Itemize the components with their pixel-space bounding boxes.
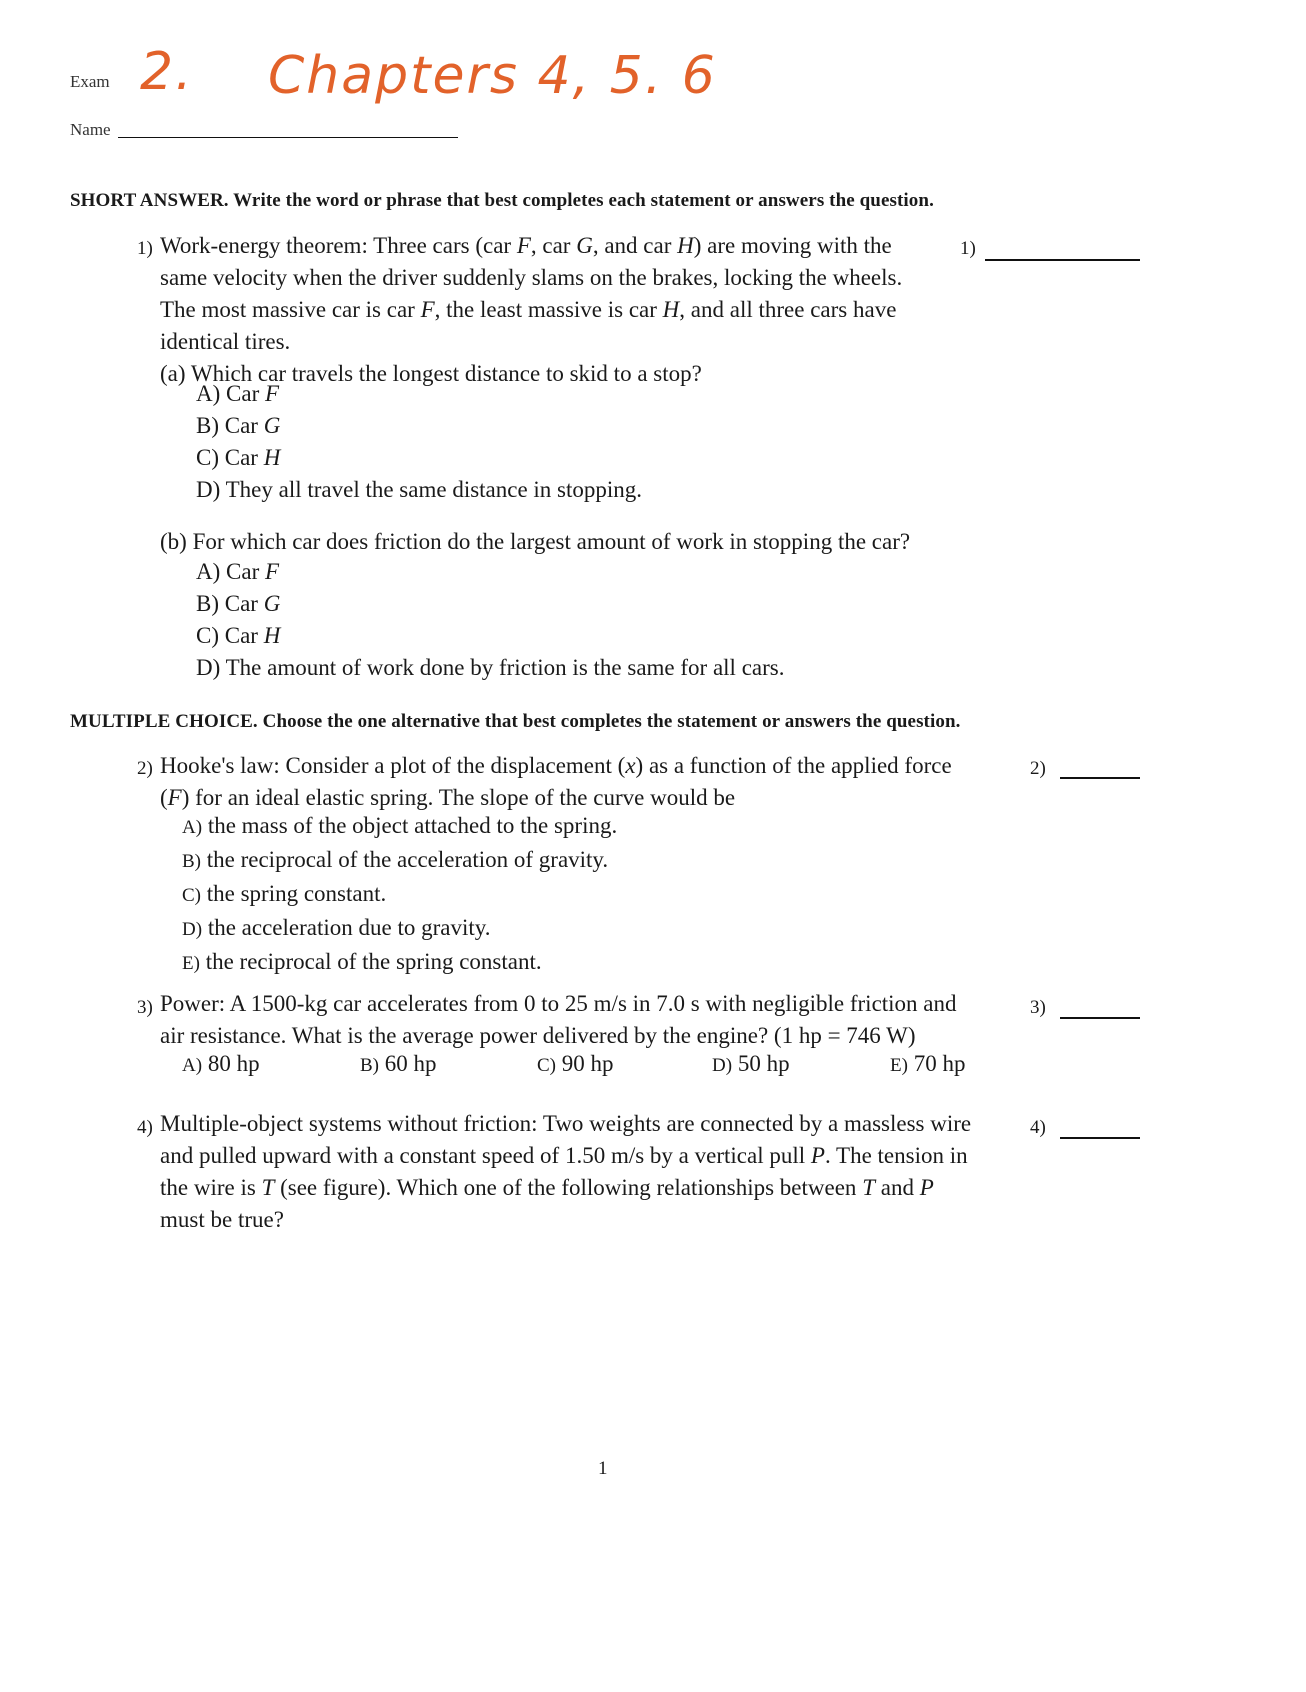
q2-answer-line[interactable] — [1060, 777, 1140, 779]
q2-option-d[interactable]: D) the acceleration due to gravity. — [182, 915, 491, 940]
q4-number: 4) — [137, 1117, 153, 1138]
q1-stem — [160, 230, 902, 390]
handwritten-chapters: Chapters 4, 5. 6 — [268, 46, 717, 106]
q1a-option-c[interactable]: C) Car H — [196, 445, 281, 470]
q3-stem-line2: air resistance. What is the average power delivered by the engine? (1 hp = 746 W) — [160, 1023, 916, 1048]
q3-side-number: 3) — [1030, 997, 1046, 1018]
handwritten-exam-number: 2. — [140, 42, 194, 102]
q2-options — [182, 810, 617, 980]
q1a-option-d[interactable]: D) They all travel the same distance in stopping. — [196, 477, 643, 502]
q1a-option-b[interactable]: B) Car G — [196, 413, 281, 438]
q1a-option-a[interactable]: A) Car F — [196, 381, 280, 406]
q1b-option-c[interactable]: C) Car H — [196, 623, 281, 648]
name-label: Name — [70, 120, 111, 139]
q3-option-a[interactable]: A) 80 hp — [182, 1051, 260, 1076]
q1-number: 1) — [137, 238, 153, 259]
short-answer-heading: SHORT ANSWER. Write the word or phrase that best completes each statement or answers the question. — [70, 190, 934, 211]
q2-side-number: 2) — [1030, 758, 1046, 779]
multiple-choice-heading: MULTIPLE CHOICE. Choose the one alternative that best completes the statement or answers the question. — [70, 711, 961, 732]
q1b-question: (b) For which car does friction do the largest amount of work in stopping the car? — [160, 529, 911, 554]
q4-stem-line4: must be true? — [160, 1207, 284, 1232]
q2-stem-line2: (F) for an ideal elastic spring. The slope of the curve would be — [160, 785, 736, 810]
q4-stem-line2: and pulled upward with a constant speed of 1.50 m/s by a vertical pull P. The tension in — [160, 1143, 968, 1168]
q3-stem-line1: Power: A 1500-kg car accelerates from 0 to 25 m/s in 7.0 s with negligible friction and — [160, 991, 957, 1016]
q2-stem — [160, 750, 952, 814]
q2-option-c[interactable]: C) the spring constant. — [182, 881, 387, 906]
q1-stem-line4: identical tires. — [160, 329, 291, 354]
page-number: 1 — [598, 1458, 608, 1479]
q1-stem-line3: The most massive car is car F, the least massive is car H, and all three cars have — [160, 297, 897, 322]
q4-side-number: 4) — [1030, 1117, 1046, 1138]
q4-answer-line[interactable] — [1060, 1137, 1140, 1139]
q2-option-a[interactable]: A) the mass of the object attached to the spring. — [182, 813, 618, 838]
q2-stem-line1: Hooke's law: Consider a plot of the displacement (x) as a function of the applied force — [160, 753, 952, 778]
q3-option-d[interactable]: D) 50 hp — [712, 1051, 790, 1076]
q3-number: 3) — [137, 997, 153, 1018]
q2-option-b[interactable]: B) the reciprocal of the acceleration of gravity. — [182, 847, 609, 872]
q3-stem — [160, 988, 957, 1052]
q3-option-c[interactable]: C) 90 hp — [537, 1051, 614, 1076]
q1-stem-line1: Work-energy theorem: Three cars (car F, car G, and car H) are moving with the — [160, 233, 892, 258]
q4-stem-line1: Multiple-object systems without friction: Two weights are connected by a massless wire — [160, 1111, 972, 1136]
q4-stem — [160, 1108, 971, 1236]
q1b-option-a[interactable]: A) Car F — [196, 559, 280, 584]
q3-option-e[interactable]: E) 70 hp — [890, 1051, 966, 1076]
q4-stem-line3: the wire is T (see figure). Which one of the following relationships between T and P — [160, 1175, 934, 1200]
q3-option-b[interactable]: B) 60 hp — [360, 1051, 437, 1076]
name-field[interactable] — [118, 137, 458, 138]
q1-answer-line[interactable] — [985, 259, 1140, 261]
q1a-options — [196, 378, 642, 506]
q2-number: 2) — [137, 758, 153, 779]
q3-answer-line[interactable] — [1060, 1017, 1140, 1019]
exam-label: Exam — [70, 72, 110, 91]
q1b-option-b[interactable]: B) Car G — [196, 591, 281, 616]
q1a-question: (a) Which car travels the longest distance to skid to a stop? — [160, 361, 702, 386]
q1b-options — [196, 556, 784, 684]
q1b-option-d[interactable]: D) The amount of work done by friction is the same for all cars. — [196, 655, 785, 680]
q1-stem-line2: same velocity when the driver suddenly slams on the brakes, locking the wheels. — [160, 265, 903, 290]
q2-option-e[interactable]: E) the reciprocal of the spring constant. — [182, 949, 542, 974]
q1-side-number: 1) — [960, 238, 976, 259]
